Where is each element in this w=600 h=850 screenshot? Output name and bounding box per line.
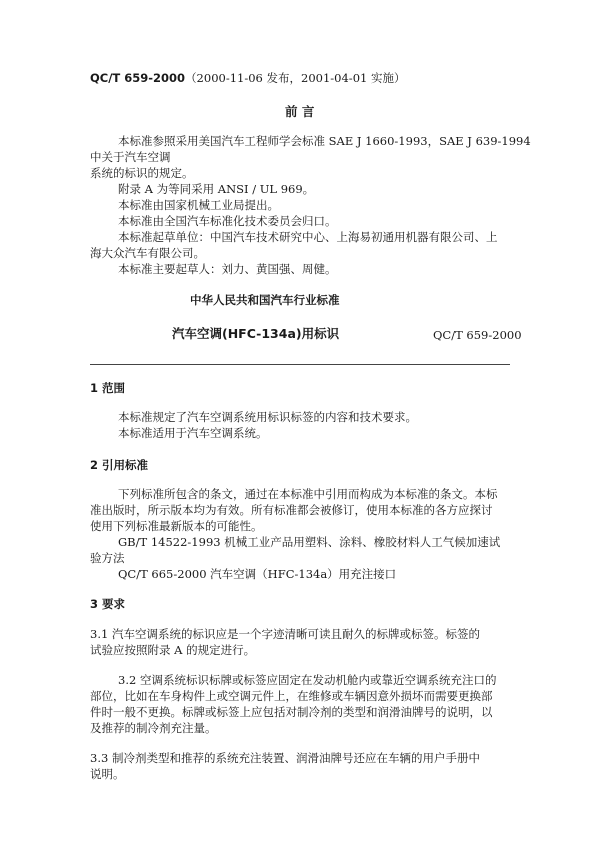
section-line: 试验应按照附录 A 的规定进行。 bbox=[90, 643, 256, 657]
section-line: 本标准规定了汽车空调系统用标识标签的内容和技术要求。 bbox=[118, 410, 417, 424]
foreword-line: 系统的标识的规定。 bbox=[90, 166, 194, 180]
standard-header bbox=[90, 70, 405, 86]
foreword-line: 中关于汽车空调 bbox=[90, 150, 171, 164]
foreword-line: 本标准起草单位：中国汽车技术研究中心、上海易初通用机器有限公司、上 bbox=[118, 230, 498, 244]
section-line: 说明。 bbox=[90, 767, 125, 781]
section-line: 使用下列标准最新版本的可能性。 bbox=[90, 519, 263, 533]
section-line: QC/T 665-2000 汽车空调（HFC-134a）用充注接口 bbox=[118, 567, 397, 581]
foreword-line: 本标准由国家机械工业局提出。 bbox=[118, 198, 279, 212]
section-heading-scope: 1 范围 bbox=[90, 381, 126, 395]
foreword-line: 海大众汽车有限公司。 bbox=[90, 246, 205, 260]
title-divider bbox=[90, 364, 510, 365]
section-line: 部位，比如在车身构件上或空调元件上，在维修或车辆因意外损坏而需要更换部 bbox=[90, 689, 493, 703]
foreword-title: 前 言 bbox=[285, 104, 315, 119]
publish-dates: （2000-11-06 发布，2001-04-01 实施） bbox=[185, 71, 406, 85]
standard-number: QC/T 659-2000 bbox=[90, 71, 186, 85]
section-line: 3.2 空调系统标识标牌或标签应固定在发动机舱内或靠近空调系统充注口的 bbox=[118, 673, 497, 687]
section-line: 及推荐的制冷剂充注量。 bbox=[90, 721, 217, 735]
standard-organization: 中华人民共和国汽车行业标准 bbox=[190, 293, 340, 307]
foreword-line: 本标准参照采用美国汽车工程师学会标准 SAE J 1660-1993，SAE J 639-1994 bbox=[118, 134, 531, 148]
section-line: 3.3 制冷剂类型和推荐的系统充注装置、润滑油牌号还应在车辆的用户手册中 bbox=[90, 751, 480, 765]
section-heading-requirements: 3 要求 bbox=[90, 597, 126, 611]
section-line: GB/T 14522-1993 机械工业产品用塑料、涂料、橡胶材料人工气候加速试 bbox=[118, 535, 501, 549]
section-line: 3.1 汽车空调系统的标识应是一个字迹清晰可读且耐久的标牌或标签。标签的 bbox=[90, 627, 480, 641]
section-line: 件时一般不更换。标牌或标签上应包括对制冷剂的类型和润滑油牌号的说明，以 bbox=[90, 705, 493, 719]
section-line: 下列标准所包含的条文，通过在本标准中引用而构成为本标准的条文。本标 bbox=[118, 487, 498, 501]
section-line: 准出版时，所示版本均为有效。所有标准都会被修订，使用本标准的各方应探讨 bbox=[90, 503, 493, 517]
section-line: 本标准适用于汽车空调系统。 bbox=[118, 426, 268, 440]
standard-title: 汽车空调(HFC-134a)用标识 bbox=[172, 326, 340, 341]
section-line: 验方法 bbox=[90, 551, 125, 565]
foreword-line: 附录 A 为等同采用 ANSI / UL 969。 bbox=[118, 182, 315, 196]
foreword-line: 本标准主要起草人：刘力、黄国强、周健。 bbox=[118, 262, 337, 276]
section-heading-references: 2 引用标准 bbox=[90, 458, 149, 472]
foreword-line: 本标准由全国汽车标准化技术委员会归口。 bbox=[118, 214, 337, 228]
standard-code: QC/T 659-2000 bbox=[433, 328, 522, 342]
